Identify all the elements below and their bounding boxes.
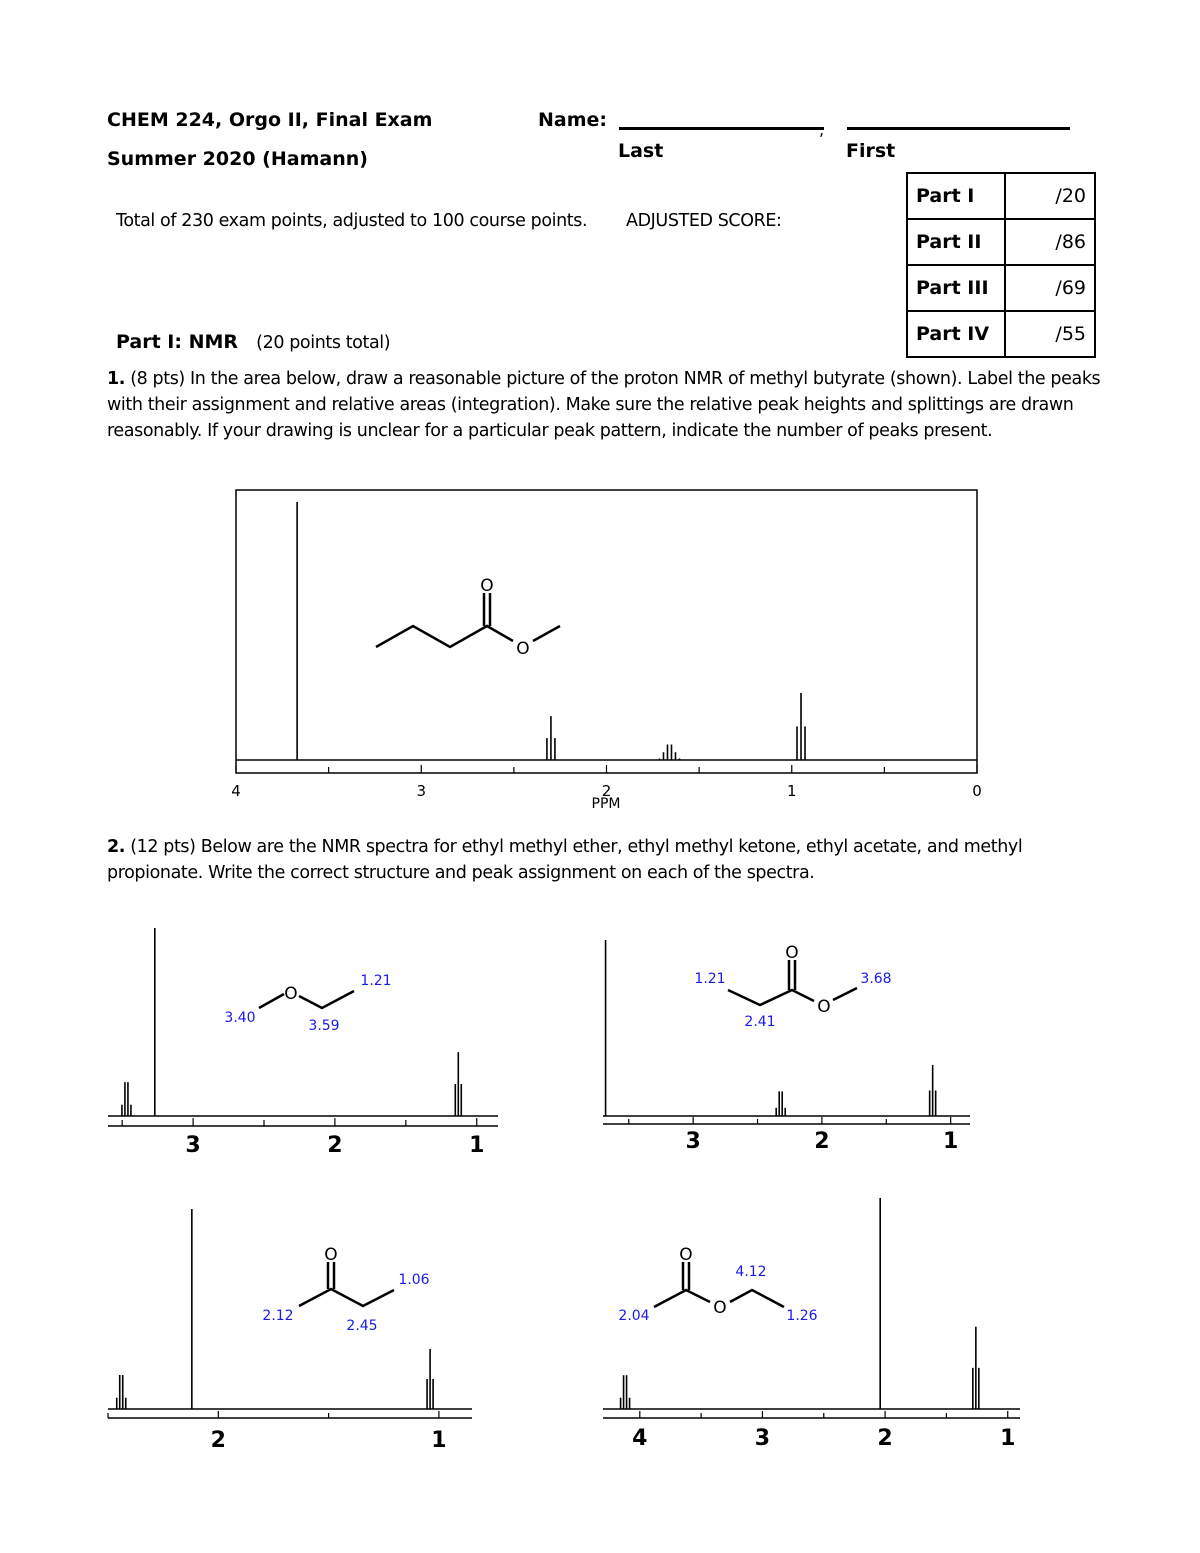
- total-points-text: Total of 230 exam points, adjusted to 100 course points.: [116, 211, 588, 231]
- axis-tick-label: 2: [327, 1133, 343, 1158]
- spectrum-2-peaks: [122, 928, 461, 1116]
- shift-label: 1.21: [694, 971, 726, 987]
- question-1-text: (8 pts) In the area below, draw a reasonable picture of the proton NMR of methyl butyrate (shown). Label the peaks with their assignment and relative areas (integration). Make sure the relative peak heights and splittings are drawn reasonably. If your drawing is unclear for a particular peak pattern, indicate the number of peaks present.: [107, 369, 1101, 441]
- score-part-label: Part IV: [907, 311, 1005, 357]
- term-title: Summer 2020 (Hamann): [107, 148, 368, 170]
- shift-label: 2.04: [618, 1308, 650, 1324]
- spectrum-5: [603, 1198, 1020, 1451]
- axis-tick-label: 1: [943, 1129, 959, 1154]
- axis-tick-label: 2: [210, 1428, 226, 1453]
- spectrum-1-frame: [236, 490, 977, 773]
- last-label: Last: [618, 140, 664, 162]
- question-2-number: 2.: [107, 837, 126, 857]
- axis-tick-label: 3: [754, 1426, 771, 1451]
- score-part-label: Part I: [907, 173, 1005, 219]
- axis-tick-label: 3: [185, 1133, 201, 1158]
- shift-label: 1.21: [360, 973, 392, 989]
- spectrum-1: [231, 490, 982, 812]
- shift-label: 1.06: [398, 1272, 430, 1288]
- carbonyl-o-label: O: [480, 576, 494, 596]
- axis-tick-label: 4: [632, 1426, 648, 1451]
- score-part-points: /69: [1005, 265, 1095, 311]
- shift-label: 2.41: [744, 1014, 776, 1030]
- part1-points: (20 points total): [256, 333, 391, 353]
- carbonyl-o-label: O: [785, 943, 799, 963]
- axis-tick-label: 1: [786, 782, 797, 800]
- axis-tick-label: 1: [431, 1428, 447, 1453]
- axis-tick-label: 0: [972, 782, 982, 800]
- ether-structure: [259, 991, 354, 1008]
- ether-o-label: O: [284, 984, 298, 1004]
- shift-label: 3.59: [308, 1018, 340, 1034]
- name-comma: ,: [819, 120, 825, 139]
- spectrum-3-ticks: [629, 1117, 959, 1154]
- axis-tick-label: 2: [877, 1426, 893, 1451]
- spectrum-5-ticks: [632, 1411, 1015, 1451]
- part1-title: Part I: NMR: [116, 331, 239, 353]
- spectrum-1-xlabel: PPM: [591, 796, 621, 812]
- question-2-text: (12 pts) Below are the NMR spectra for ethyl methyl ether, ethyl methyl ketone, ethyl acetate, and methyl propionate. Write the correct structure and peak assignment on each of the spectra.: [107, 837, 1023, 883]
- spectrum-3: [603, 940, 970, 1154]
- carbonyl-o-label: O: [324, 1245, 338, 1265]
- ketone-structure: [299, 1262, 394, 1306]
- name-label: Name:: [538, 109, 608, 131]
- axis-tick-label: 1: [469, 1133, 485, 1158]
- adjusted-score-label: ADJUSTED SCORE:: [626, 211, 782, 231]
- shift-label: 2.45: [346, 1318, 378, 1334]
- question-1-number: 1.: [107, 369, 126, 389]
- spectrum-1-ticks: [231, 765, 982, 800]
- spectrum-2-ticks: [122, 1118, 484, 1158]
- spectrum-2: [108, 928, 498, 1158]
- score-part-points: /55: [1005, 311, 1095, 357]
- first-label: First: [846, 140, 896, 162]
- spectrum-5-peaks: [621, 1198, 979, 1409]
- shift-label: 1.26: [786, 1308, 818, 1324]
- score-part-label: Part II: [907, 219, 1005, 265]
- carbonyl-o-label: O: [679, 1245, 693, 1265]
- spectrum-4: [108, 1209, 472, 1453]
- shift-label: 2.12: [262, 1308, 294, 1324]
- methyl-butyrate-structure: [376, 593, 560, 647]
- ester-o-label: O: [713, 1298, 727, 1318]
- axis-tick-label: 4: [231, 782, 241, 800]
- axis-tick-label: 2: [601, 782, 612, 800]
- score-part-points: /20: [1005, 173, 1095, 219]
- shift-label: 4.12: [735, 1264, 767, 1280]
- ester-o-label: O: [516, 639, 530, 659]
- score-part-label: Part III: [907, 265, 1005, 311]
- score-part-points: /86: [1005, 219, 1095, 265]
- axis-tick-label: 3: [416, 782, 427, 800]
- axis-tick-label: 1: [1000, 1426, 1016, 1451]
- shift-label: 3.40: [224, 1010, 256, 1026]
- ester-o-label: O: [817, 997, 831, 1017]
- shift-label: 3.68: [860, 971, 892, 987]
- course-title: CHEM 224, Orgo II, Final Exam: [107, 109, 433, 131]
- axis-tick-label: 3: [685, 1129, 701, 1154]
- axis-tick-label: 2: [814, 1129, 830, 1154]
- propionate-structure: [728, 960, 857, 1005]
